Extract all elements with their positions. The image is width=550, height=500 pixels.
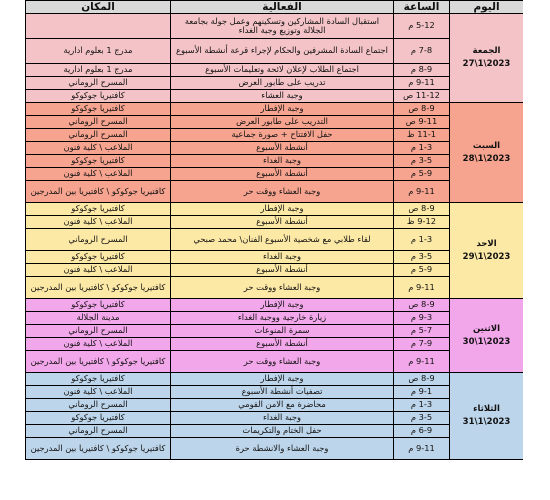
schedule-row [26, 64, 524, 77]
activity-cell: تدريب على طابور العرض [171, 77, 394, 90]
activity-cell: أنشطة الأسبوع [171, 264, 394, 277]
schedule-row [26, 168, 524, 181]
activity-cell: أنشطة الأسبوع [171, 168, 394, 181]
schedule-table [25, 0, 523, 460]
schedule-row [26, 39, 524, 64]
time-cell: 1-3 م [394, 399, 450, 412]
time-cell: 8-9 ص [394, 203, 450, 216]
place-cell [26, 14, 171, 39]
day-date: 2023\1\31 [462, 417, 511, 427]
place-cell: كافتيريا جوكوكو [26, 412, 171, 425]
activity-cell: استقبال السادة المشاركين وتسكينهم وعمل جولة بجامعة الجلالة وتوزيع وجبة الغداء [171, 14, 394, 39]
day-date: 2023\1\27 [462, 59, 511, 69]
place-cell: كافتيريا جوكوكو \ كافتيريا بين المدرجين [26, 351, 171, 373]
schedule-row [26, 425, 524, 438]
schedule-row [26, 181, 524, 203]
place-cell: المسرح الروماني [26, 116, 171, 129]
time-cell: 5-9 م [394, 168, 450, 181]
time-cell: 5-7 م [394, 325, 450, 338]
time-cell: 8-9 ص [394, 373, 450, 386]
place-cell: الملاعب \ كلية فنون [26, 142, 171, 155]
time-cell: 9-12 ظ [394, 216, 450, 229]
schedule-row [26, 203, 524, 216]
place-cell: المسرح الروماني [26, 77, 171, 90]
time-cell: 1-3 م [394, 142, 450, 155]
schedule-row [26, 229, 524, 251]
time-cell: 9-11 م [394, 77, 450, 90]
day-cell [450, 103, 524, 203]
day-date: 2023\1\28 [462, 153, 511, 164]
time-cell: 11-1 ظ [394, 129, 450, 142]
header-row [26, 1, 524, 14]
schedule-row [26, 312, 524, 325]
day-name: الثلاثاء [473, 404, 500, 414]
activity-cell: وجبة العشاء ووقت حر [171, 277, 394, 299]
time-cell: 3-5 م [394, 155, 450, 168]
time-cell: 9-1 م [394, 386, 450, 399]
place-cell: مدرج 1 بعلوم ادارية [26, 64, 171, 77]
time-cell: 11-12 ص [394, 90, 450, 103]
time-cell: 3-5 م [394, 251, 450, 264]
header-time: الساعة [394, 1, 450, 14]
time-cell: 6-9 م [394, 425, 450, 438]
time-cell: 8-9 م [394, 64, 450, 77]
day-name: الاثنين [472, 323, 501, 334]
place-cell: كافتيريا جوكوكو [26, 103, 171, 116]
schedule-row [26, 325, 524, 338]
day-name: السبت [472, 140, 501, 151]
activity-cell: وجبة العشاء ووقت حر [171, 351, 394, 373]
day-date: 2023\1\29 [462, 251, 511, 262]
activity-cell: وجبة العشاء [171, 90, 394, 103]
schedule-row [26, 412, 524, 425]
time-cell: 9-11 ص [394, 116, 450, 129]
schedule-row [26, 116, 524, 129]
time-cell: 8-9 ص [394, 299, 450, 312]
activity-cell: وجبة العشاء ووقت حر [171, 181, 394, 203]
time-cell: 8-9 ص [394, 103, 450, 116]
time-cell: 5-9 م [394, 264, 450, 277]
schedule-row [26, 90, 524, 103]
activity-cell: اجتماع الطلاب لإعلان لائحة وتعليمات الأسبوع [171, 64, 394, 77]
place-cell: مدرج 1 بعلوم ادارية [26, 39, 171, 64]
activity-cell: وجبة الغداء [171, 412, 394, 425]
time-cell: 9-11 م [394, 277, 450, 299]
time-cell: 7-9 م [394, 338, 450, 351]
schedule-row [26, 299, 524, 312]
place-cell: كافتيريا جوكوكو [26, 155, 171, 168]
schedule-row [26, 142, 524, 155]
activity-cell: أنشطة الأسبوع [171, 142, 394, 155]
activity-cell: وجبة الإفطار [171, 373, 394, 386]
place-cell: الملاعب \ كلية فنون [26, 216, 171, 229]
activity-cell: لقاء طلابي مع شخصية الأسبوع الفنان\ محمد صبحي [171, 229, 394, 251]
place-cell: كافتيريا جوكوكو [26, 373, 171, 386]
time-cell: 9-11 م [394, 351, 450, 373]
schedule-row [26, 373, 524, 386]
activity-cell: وجبة الغداء [171, 251, 394, 264]
place-cell: المسرح الروماني [26, 399, 171, 412]
day-date: 2023\1\30 [462, 336, 511, 347]
activity-cell: اجتماع السادة المشرفين والحكام لإجراء قرعة أنشطة الأسبوع [171, 39, 394, 64]
activity-cell: وجبة الإفطار [171, 103, 394, 116]
header-place: المكان [26, 1, 171, 14]
day-cell [450, 299, 524, 373]
schedule-sheet [25, 0, 523, 500]
place-cell: كافتيريا جوكوكو [26, 203, 171, 216]
day-cell [450, 203, 524, 299]
place-cell: المسرح الروماني [26, 325, 171, 338]
schedule-row [26, 77, 524, 90]
schedule-row [26, 438, 524, 460]
place-cell: كافتيريا جوكوكو \ كافتيريا بين المدرجين [26, 438, 171, 460]
place-cell: الملاعب \ كلية فنون [26, 386, 171, 399]
activity-cell: زيارة خارجية ووجبة الغداء [171, 312, 394, 325]
activity-cell: تصفيات أنشطة الأسبوع [171, 386, 394, 399]
place-cell: الملاعب \ كلية فنون [26, 338, 171, 351]
time-cell: 9-11 م [394, 438, 450, 460]
place-cell: مدينة الجلالة [26, 312, 171, 325]
schedule-row [26, 155, 524, 168]
time-cell: 9-11 م [394, 181, 450, 203]
place-cell: كافتيريا جوكوكو [26, 299, 171, 312]
schedule-row [26, 338, 524, 351]
activity-cell: محاضرة مع الامن القومي [171, 399, 394, 412]
time-cell: 5-12 م [394, 14, 450, 39]
schedule-row [26, 386, 524, 399]
activity-cell: وجبة الإفطار [171, 203, 394, 216]
schedule-row [26, 251, 524, 264]
time-cell: 3-5 م [394, 412, 450, 425]
header-day: اليوم [450, 1, 524, 14]
activity-cell: أنشطة الأسبوع [171, 338, 394, 351]
place-cell: كافتيريا جوكوكو [26, 251, 171, 264]
place-cell: الملاعب \ كلية فنون [26, 264, 171, 277]
activity-cell: وجبة العشاء والانشطة حرة [171, 438, 394, 460]
day-name: الجمعة [472, 46, 501, 56]
schedule-row [26, 277, 524, 299]
activity-cell: حفل الافتتاح + صورة جماعية [171, 129, 394, 142]
day-name: الاحد [476, 238, 497, 249]
schedule-row [26, 264, 524, 277]
day-cell [450, 373, 524, 460]
place-cell: المسرح الروماني [26, 425, 171, 438]
schedule-row [26, 216, 524, 229]
time-cell: 9-3 م [394, 312, 450, 325]
place-cell: المسرح الروماني [26, 129, 171, 142]
place-cell: كافتيريا جوكوكو \ كافتيريا بين المدرجين [26, 277, 171, 299]
schedule-row [26, 129, 524, 142]
day-cell [450, 14, 524, 103]
place-cell: كافتيريا جوكوكو [26, 90, 171, 103]
schedule-row [26, 351, 524, 373]
place-cell: الملاعب \ كلية فنون [26, 168, 171, 181]
place-cell: كافتيريا جوكوكو \ كافتيريا بين المدرجين [26, 181, 171, 203]
activity-cell: سمرة المنوعات [171, 325, 394, 338]
activity-cell: وجبة الغداء [171, 155, 394, 168]
place-cell: المسرح الروماني [26, 229, 171, 251]
activity-cell: وجبة الإفطار [171, 299, 394, 312]
activity-cell: أنشطة الأسبوع [171, 216, 394, 229]
schedule-row [26, 14, 524, 39]
activity-cell: حفل الختام والتكريمات [171, 425, 394, 438]
time-cell: 1-3 م [394, 229, 450, 251]
header-activity: الفعالية [171, 1, 394, 14]
activity-cell: التدريب على طابور العرض [171, 116, 394, 129]
schedule-row [26, 399, 524, 412]
time-cell: 7-8 م [394, 39, 450, 64]
schedule-row [26, 103, 524, 116]
